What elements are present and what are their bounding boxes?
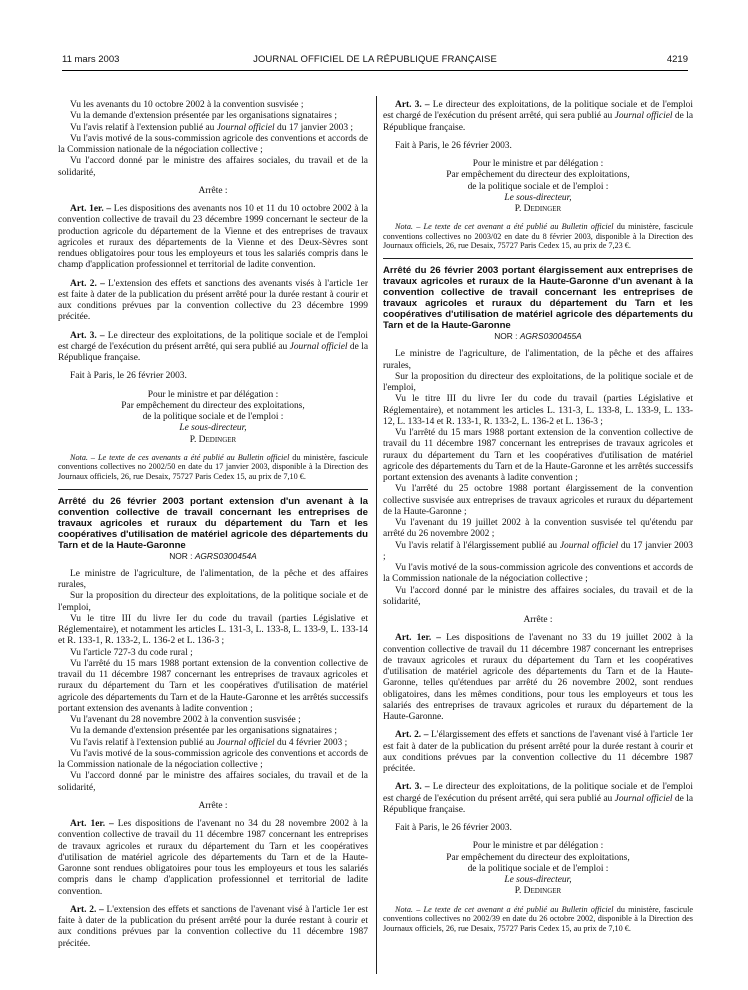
visa: Vu l'avis motivé de la sous-commission agricole des conventions et accords de la Commission nationale de la négociation collective ;: [58, 133, 368, 155]
nota: Nota. – Le texte de cet avenant a été publié au Bulletin officiel du ministère, fascicule conventions collectives no 2003/02 en date du 8 février 2003, disponible à la Direction des Journaux officiels, 26, rue Desaix, 75727 Paris Cedex 15, au prix de 7,23 €.: [383, 222, 693, 251]
visa: Vu l'avis motivé de la sous-commission agricole des conventions et accords de la Commission nationale de la négociation collective ;: [383, 563, 693, 585]
right-column: [383, 100, 693, 933]
page-number: 4219: [666, 54, 688, 65]
visa: Vu l'avenant du 19 juillet 2002 à la convention susvisée tel qu'étendu par arrêté du 26 novembre 2002 ;: [383, 518, 693, 540]
signatory-name: P. Dedinger: [189, 434, 237, 445]
signature-line: de la politique sociale et de l'emploi :: [142, 412, 284, 422]
visa: Vu l'avis motivé de la sous-commission agricole des conventions et accords de la Commission nationale de la négociation collective ;: [58, 748, 368, 771]
signature-line: Pour le ministre et par délégation :: [472, 841, 604, 852]
signature-date: Fait à Paris, le 26 février 2003.: [395, 140, 512, 151]
article-2: Art. 2. – L'extension des effets et sanctions des avenants visés à l'article 1er est faite à dater de la publication du présent arrêté pour la durée restant à courir et aux conditions prévues par la convention collective du 23 décembre 1999 précitée.: [58, 278, 369, 323]
visa: Vu l'avis relatif à l'extension publié au Journal officiel du 4 février 2003 ;: [70, 737, 348, 748]
signature-line: de la politique sociale et de l'emploi :: [467, 863, 609, 874]
signature-line: Par empêchement du directeur des exploitations,: [446, 852, 630, 863]
article-2: Art. 2. – L'élargissement des effets et sanctions de l'avenant visé à l'article 1er est fait à dater de la publication du présent arrêté pour la durée restant à courir et aux conditions prévues par la convention collective du 11 décembre 1987 précitée.: [383, 730, 693, 775]
article-1: Art. 1er. – Les dispositions de l'avenant no 34 du 28 novembre 2002 à la convention collective de travail du 11 décembre 1987 concernant les entreprises de travaux agricoles et ruraux du département du Tarn et les coopératives d'utilisation de matériel agricole des départements du Tarn et de la Haute-Garonne sont rendues obligatoires pour tous les employeurs et tous les salariés compris dans le champ d'application professionnel et territorial de ladite convention.: [58, 819, 368, 897]
page-header: [62, 54, 688, 68]
article-1: Art. 1er. – Les dispositions de l'avenant no 33 du 19 juillet 2002 à la convention collective de travail du 11 décembre 1987 concernant les entreprises de travaux agricoles et ruraux du département du Tarn et les coopératives d'utilisation de matériel agricole des départements du Tarn et de la Haute-Garonne, telles qu'étendues par arrêté du 26 novembre 2002, sont rendues obligatoires, dans les mêmes conditions, pour tous les employeurs et tous les salariés des entreprises de travaux agricoles et ruraux du département de la Haute-Garonne.: [383, 633, 693, 723]
decree-title: Arrêté du 26 février 2003 portant élargissement aux entreprises de travaux agricoles et ruraux de la Haute-Garonne d'un avenant à la convention collective de travail concernant les entreprises de travaux agricoles et ruraux du département du Tarn et les coopératives d'utilisation de matériel agricole des départements du Tarn et de la Haute-Garonne: [383, 265, 693, 332]
article-3: Art. 3. – Le directeur des exploitations, de la politique sociale et de l'emploi est chargé de l'exécution du présent arrêté, qui sera publié au Journal officiel de la République française.: [383, 782, 694, 815]
visa: Vu le titre III du livre Ier du code du travail (parties Législative et Réglementaire), et notamment les articles L. 131-3, L. 133-8, L. 133-9, L. 133-12, L. 133-14 et R. 133-1, R. 133-2, L. 136-2 et L. 136-3 ;: [383, 394, 693, 427]
signatory-name: P. Dedinger: [514, 886, 562, 897]
visa: Vu les avenants du 10 octobre 2002 à la convention susvisée ;: [70, 100, 304, 110]
signature-line: Pour le ministre et par délégation :: [472, 159, 604, 169]
section-divider: [58, 489, 368, 490]
visa: Vu le titre III du livre Ier du code du travail (parties Législative et Réglementaire), et notamment les articles L. 131-3, L. 133-8, L. 133-9, L. 133-14 et R. 133-1, R. 133-2, L. 136-2 et L. 136-3 ;: [58, 613, 368, 647]
visa: Vu l'arrêté du 15 mars 1988 portant extension de la convention collective de travail du 11 décembre 1987 concernant les entreprises de travaux agricoles et ruraux du département du Tarn et les coopératives d'utilisation de matériel agricole des départements du Tarn et de la Haute-Garonne et les arrêtés successifs portant extension des avenants à ladite convention ;: [58, 658, 368, 714]
signature-line: Par empêchement du directeur des exploitations,: [121, 400, 305, 411]
arrete-heading: Arrête :: [198, 185, 228, 196]
column-separator: [376, 96, 377, 974]
article-3: Art. 3. – Le directeur des exploitations, de la politique sociale et de l'emploi est chargé de l'exécution du présent arrêté, qui sera publié au Journal officiel de la République française.: [58, 330, 369, 363]
left-column: [58, 100, 368, 950]
signature-line: Pour le ministre et par délégation :: [147, 389, 279, 400]
section-divider: [383, 258, 693, 259]
visa: Sur la proposition du directeur des exploitations, de la politique sociale et de l'emploi,: [383, 371, 693, 394]
header-rule: [62, 70, 688, 71]
signature-line: Par empêchement du directeur des exploitations,: [446, 170, 630, 181]
signature-date: Fait à Paris, le 26 février 2003.: [395, 823, 512, 834]
minister-intro: Le ministre de l'agriculture, de l'alimentation, de la pêche et des affaires rurales,: [58, 568, 368, 591]
header-date: 11 mars 2003: [62, 54, 120, 65]
signature-line: Le sous-directeur,: [179, 423, 247, 434]
minister-intro: Le ministre de l'agriculture, de l'alimentation, de la pêche et des affaires rurales,: [383, 349, 693, 371]
article-3: Art. 3. – Le directeur des exploitations, de la politique sociale et de l'emploi est chargé de l'exécution du présent arrêté, qui sera publié au Journal officiel de la République française.: [383, 100, 694, 133]
signature-line: Le sous-directeur,: [504, 192, 572, 203]
signature-date: Fait à Paris, le 26 février 2003.: [70, 371, 187, 382]
visa: Vu l'article 727-3 du code rural ;: [70, 647, 193, 658]
visa: Vu l'avis relatif à l'extension publié au Journal officiel du 17 janvier 2003 ;: [70, 122, 354, 133]
article-1: Art. 1er. – Les dispositions des avenants nos 10 et 11 du 10 octobre 2002 à la convention collective de travail du 23 décembre 1999 concernant le secteur de la production agricole du département de la Vienne et des entreprises de travaux agricoles et ruraux des départements de la Vienne et des Deux-Sèvres sont rendues obligatoires pour tous les employeurs et tous les salariés compris dans le champ d'application professionnel et territorial de ladite convention.: [58, 204, 368, 271]
visa: Sur la proposition du directeur des exploitations, de la politique sociale et de l'emploi,: [58, 591, 368, 613]
nota: Nota. – Le texte de cet avenant a été publié au Bulletin officiel du ministère, fascicule conventions collectives no 2002/39 en date du 26 octobre 2002, disponible à la Direction des Journaux officiels, 26, rue Desaix, 75727 Paris Cedex 15, au prix de 7,10 €.: [383, 904, 693, 933]
visa: Vu l'avis relatif à l'élargissement publié au Journal officiel du 17 janvier 2003 ;: [383, 540, 693, 562]
nor-reference: NOR : AGRS0300454A: [169, 550, 257, 561]
signatory-name: P. Dedinger: [514, 204, 562, 214]
arrete-heading: Arrête :: [523, 615, 553, 626]
decree-title: Arrêté du 26 février 2003 portant extension d'un avenant à la convention collective de travail concernant les entreprises de travaux agricoles et ruraux du département du Tarn et les coopératives d'utilisation de matériel agricole des départements du Tarn et de la Haute-Garonne: [58, 495, 368, 551]
visa: Vu l'avenant du 28 novembre 2002 à la convention susvisée ;: [70, 715, 301, 726]
visa: Vu la demande d'extension présentée par les organisations signataires ;: [70, 726, 337, 737]
visa: Vu l'accord donné par le ministre des affaires sociales, du travail et de la solidarité,: [58, 771, 368, 793]
signature-line: de la politique sociale et de l'emploi :: [467, 181, 609, 192]
signature-line: Le sous-directeur,: [504, 875, 572, 886]
visa: Vu l'accord donné par le ministre des affaires sociales, du travail et de la solidarité,: [58, 156, 368, 178]
arrete-heading: Arrête :: [198, 800, 228, 811]
visa: Vu l'arrêté du 25 octobre 1988 portant élargissement de la convention collective susvisée aux entreprises de travaux agricoles et ruraux du département de la Haute-Garonne ;: [383, 484, 693, 517]
journal-title: JOURNAL OFFICIEL DE LA RÉPUBLIQUE FRANÇAISE: [253, 54, 497, 65]
nota: Nota. – Le texte de ces avenants a été publié au Bulletin officiel du ministère, fascicule conventions collectives no 2002/50 en date du 17 janvier 2003, disponible à la Direction des Journaux officiels, 26, rue Desaix, 75727 Paris Cedex 15, au prix de 7,10 €.: [58, 452, 368, 481]
visa: Vu l'arrêté du 15 mars 1988 portant extension de la convention collective de travail du 11 décembre 1987 concernant les entreprises de travaux agricoles et ruraux du département du Tarn et les coopératives d'utilisation de matériel agricole des départements du Tarn et de la Haute-Garonne et les arrêtés successifs portant extension des avenants à ladite convention ;: [383, 428, 693, 484]
article-2: Art. 2. – L'extension des effets et sanctions de l'avenant visé à l'article 1er est faite à dater de la publication du présent arrêté pour la durée restant à courir et aux conditions prévues par la convention collective du 11 décembre 1987 précitée.: [58, 904, 368, 949]
visa: Vu l'accord donné par le ministre des affaires sociales, du travail et de la solidarité,: [383, 585, 693, 607]
nor-reference: NOR : AGRS0300455A: [494, 331, 582, 342]
visa: Vu la demande d'extension présentée par les organisations signataires ;: [70, 111, 337, 122]
